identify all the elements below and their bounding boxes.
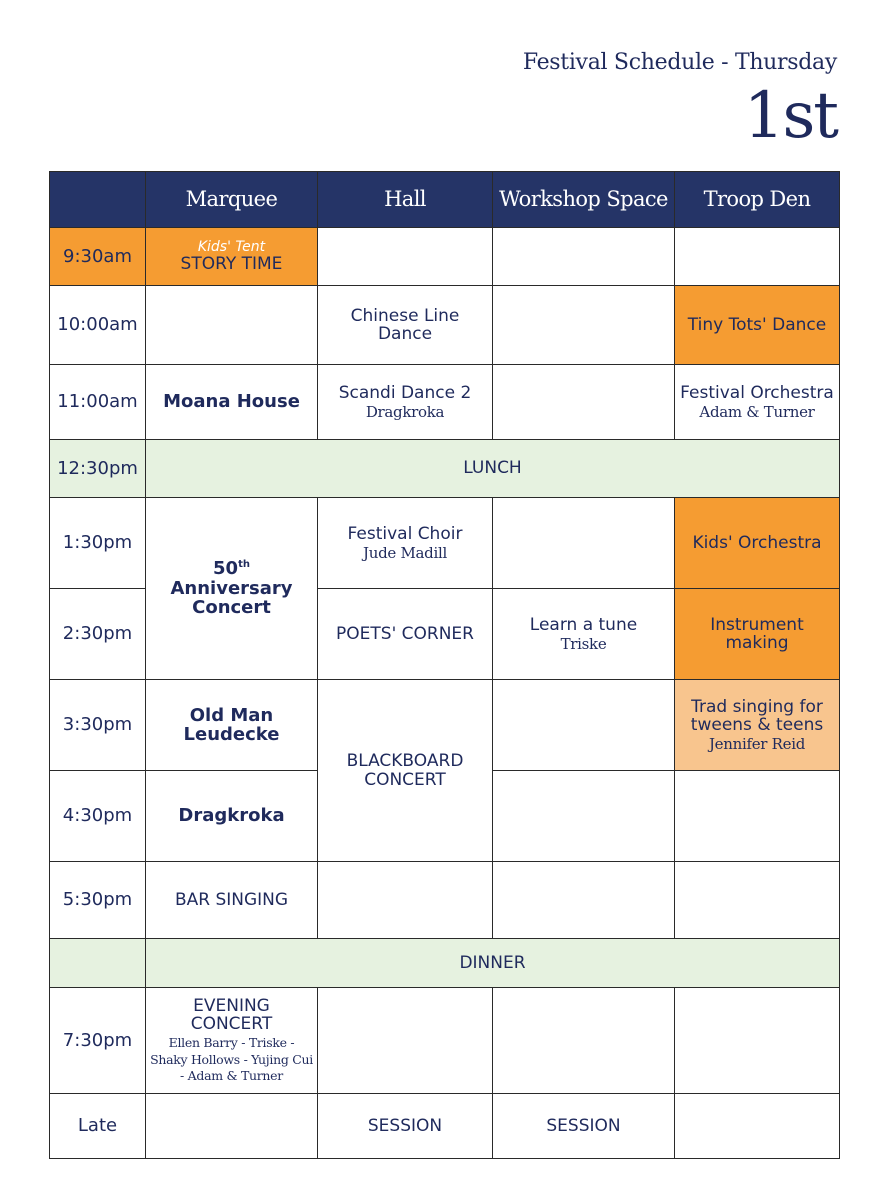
event-title: Instrument making [710,614,804,653]
row-late [50,1094,840,1159]
time-cell: 11:00am [50,365,146,440]
time-cell: 3:30pm [50,680,146,771]
header-troop-den: Troop Den [675,172,840,228]
empty-cell [146,286,318,365]
event-chinese-line-dance [318,286,493,365]
event-title: Chinese Line Dance [350,305,460,344]
header-row [50,172,840,228]
time-cell: 5:30pm [50,862,146,939]
event-dragkroka: Dragkroka [146,771,318,862]
event-leader: Jennifer Reid [708,735,806,754]
empty-cell [493,988,675,1094]
time-cell [50,939,146,988]
event-leader: Dragkroka [365,403,445,422]
page-title: 1st [743,79,837,153]
row-1730 [50,862,840,939]
event-title: Festival Orchestra [680,382,834,403]
event-leader: Triske [560,635,607,654]
time-cell: 2:30pm [50,589,146,680]
row-1930 [50,988,840,1094]
header-time [50,172,146,228]
empty-cell [318,862,493,939]
event-title: Trad singing for tweens & teens [690,696,824,735]
event-title: Tiny Tots' Dance [687,314,827,335]
time-cell: 12:30pm [50,440,146,498]
empty-cell [146,1094,318,1159]
event-learn-a-tune [493,589,675,680]
event-lunch: LUNCH [146,440,840,498]
row-1530 [50,680,840,771]
empty-cell [493,862,675,939]
empty-cell [493,228,675,286]
event-note: Kids' Tent [197,238,266,255]
event-title: Learn a tune [529,614,638,635]
event-trad-singing [675,680,840,771]
event-dinner: DINNER [146,939,840,988]
event-title: STORY TIME [180,253,283,274]
empty-cell [493,365,675,440]
empty-cell [493,286,675,365]
row-dinner [50,939,840,988]
event-festival-choir [318,498,493,589]
header-workshop-space: Workshop Space [493,172,675,228]
event-bar-singing: BAR SINGING [146,862,318,939]
time-cell: 7:30pm [50,988,146,1094]
event-title: Kids' Orchestra [692,532,822,553]
anniversary-number: 50 [213,558,239,580]
empty-cell [675,862,840,939]
event-leader: Jude Madill [363,544,447,563]
event-session-workshop: SESSION [493,1094,675,1159]
page-subtitle: Festival Schedule - Thursday [522,50,837,75]
header-marquee: Marquee [146,172,318,228]
empty-cell [675,228,840,286]
event-scandi-dance [318,365,493,440]
empty-cell [675,988,840,1094]
event-blackboard-concert: BLACKBOARD CONCERT [318,680,493,862]
row-0930 [50,228,840,286]
time-cell: Late [50,1094,146,1159]
header-hall: Hall [318,172,493,228]
event-title: Festival Choir [347,523,463,544]
event-evening-concert [146,988,318,1094]
event-old-man-leudecke: Old Man Leudecke [146,680,318,771]
empty-cell [675,1094,840,1159]
event-kids-orchestra [675,498,840,589]
empty-cell [318,988,493,1094]
empty-cell [493,498,675,589]
empty-cell [318,228,493,286]
time-cell: 1:30pm [50,498,146,589]
anniversary-suffix: th [238,559,250,571]
time-cell: 9:30am [50,228,146,286]
event-title: Scandi Dance 2 [338,382,472,403]
empty-cell [493,680,675,771]
event-story-time [146,228,318,286]
event-festival-orchestra [675,365,840,440]
empty-cell [493,771,675,862]
row-1000 [50,286,840,365]
event-acts: Ellen Barry - Triske - Shaky Hollows - Yujing Cui - Adam & Turner [150,1035,313,1083]
row-1330 [50,498,840,589]
row-1100 [50,365,840,440]
event-moana-house: Moana House [146,365,318,440]
event-50th-anniversary-concert [146,498,318,680]
event-leader: Adam & Turner [699,403,815,422]
event-poets-corner: POETS' CORNER [318,589,493,680]
event-session-hall: SESSION [318,1094,493,1159]
event-instrument-making [675,589,840,680]
schedule-table [49,171,840,1159]
time-cell: 4:30pm [50,771,146,862]
anniversary-text: Anniversary Concert [170,577,293,619]
event-title: EVENING CONCERT [190,995,273,1035]
event-tiny-tots-dance [675,286,840,365]
time-cell: 10:00am [50,286,146,365]
row-1230 [50,440,840,498]
empty-cell [675,771,840,862]
